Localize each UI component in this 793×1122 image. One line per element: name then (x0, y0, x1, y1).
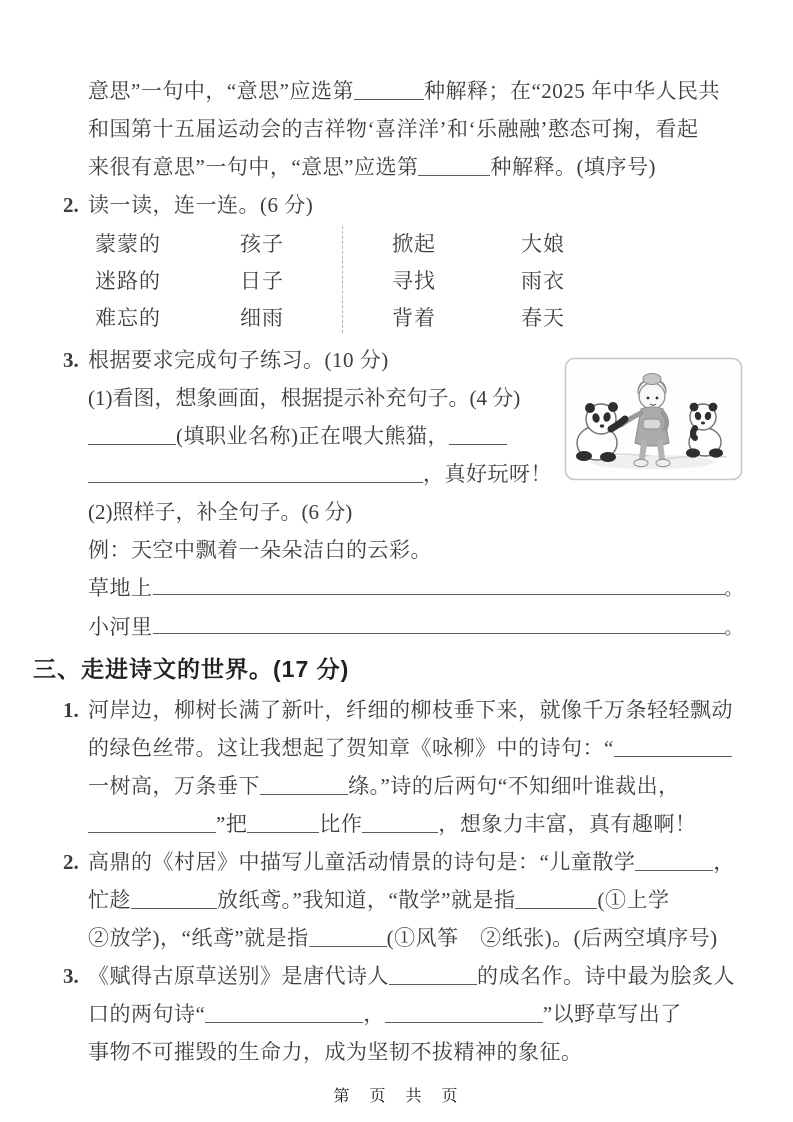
s3-q1-text: 比作 (319, 812, 363, 836)
question-number: 3. (63, 964, 79, 988)
match-item[interactable]: 背着 (392, 306, 436, 330)
s3-q3-text: ， (363, 1002, 385, 1026)
answer-blank[interactable] (354, 83, 424, 100)
q1-continuation-line2 (33, 110, 743, 148)
q1-text: 意思”一句中，“意思”应选第 (88, 79, 354, 103)
page-footer: 第 页 共 页 (333, 1088, 460, 1105)
match-item[interactable]: 春天 (521, 306, 565, 330)
match-item[interactable]: 寻找 (392, 269, 436, 293)
s3-q3-text: 《赋得古原草送别》是唐代诗人 (88, 964, 389, 988)
s3-q2-text: 忙趁 (88, 888, 131, 912)
keeper-feeding-pandas-drawing (564, 357, 743, 481)
answer-blank[interactable] (635, 854, 713, 871)
match-item[interactable]: 细雨 (240, 306, 284, 330)
s3-q1-text: 河岸边，柳树长满了新叶，纤细的柳枝垂下来，就像千万条轻轻飘动 (88, 698, 733, 722)
question-title-text: 根据要求完成句子练习。(10 分) (88, 348, 389, 372)
s3-q2-text: (①上学 (597, 888, 670, 912)
answer-blank[interactable] (614, 740, 732, 757)
section-3-heading (33, 647, 743, 691)
answer-blank[interactable] (385, 1006, 543, 1023)
s3-q2-line2 (33, 881, 743, 919)
answer-blank[interactable] (153, 578, 725, 595)
sentence-stem: 小河里 (88, 615, 153, 639)
s3-q1-text: ”把 (216, 812, 248, 836)
question-number: 1. (63, 698, 79, 722)
match-item[interactable]: 蒙蒙的 (95, 232, 161, 256)
q1-text: 种解释；在“2025 年中华人民共 (423, 79, 721, 103)
answer-blank[interactable] (88, 466, 423, 483)
answer-blank[interactable] (389, 968, 477, 985)
q3-sub2-example (33, 531, 743, 569)
q1-continuation-line1 (33, 72, 743, 110)
s3-q2-text: (①风筝 ②纸张)。(后两空填序号) (386, 926, 718, 950)
sub-question-text: (1)看图，想象画面，根据提示补充句子。(4 分) (88, 386, 521, 410)
match-item[interactable]: 迷路的 (95, 269, 161, 293)
period-mark: 。 (724, 618, 743, 638)
example-sentence: 例：天空中飘着一朵朵洁白的云彩。 (88, 538, 432, 562)
match-item[interactable]: 掀起 (392, 232, 436, 256)
answer-blank[interactable] (88, 428, 176, 445)
match-row (95, 263, 743, 300)
s3-q1-line1 (33, 691, 743, 729)
question-number: 2. (63, 850, 79, 874)
question-title-text: 读一读，连一连。(6 分) (88, 193, 314, 217)
answer-blank[interactable] (309, 930, 387, 947)
s3-q1-line2 (33, 729, 743, 767)
q3-text: (填职业名称)正在喂大熊猫， (176, 424, 449, 448)
panda-feeding-illustration (564, 357, 743, 481)
s3-q2-text: 高鼎的《村居》中描写儿童活动情景的诗句是：“儿童散学 (88, 850, 636, 874)
s3-q3-text: 口的两句诗“ (88, 1002, 206, 1026)
question-number: 2. (63, 193, 79, 217)
s3-q3-text: 事物不可摧毁的生命力，成为坚韧不拔精神的象征。 (88, 1040, 583, 1064)
answer-blank[interactable] (88, 816, 216, 833)
answer-blank[interactable] (515, 892, 597, 909)
period-mark: 。 (724, 579, 743, 599)
s3-q1-line4 (33, 805, 743, 843)
answer-blank[interactable] (247, 816, 319, 833)
answer-blank[interactable] (131, 892, 217, 909)
q3-sub2-head (33, 493, 743, 531)
s3-q1-text: 绦。”诗的后两句“不知细叶谁裁出， (348, 774, 680, 798)
match-item[interactable]: 日子 (240, 269, 284, 293)
match-item[interactable]: 雨衣 (521, 269, 565, 293)
s3-q1-text: 一树高，万条垂下 (88, 774, 260, 798)
s3-q2-line1 (33, 843, 743, 881)
s3-q1-text: 的绿色丝带。这让我想起了贺知章《咏柳》中的诗句：“ (88, 736, 614, 760)
answer-blank[interactable] (153, 617, 725, 634)
s3-q1-text: ，想象力丰富，真有趣啊！ (438, 812, 697, 836)
answer-blank[interactable] (449, 428, 507, 445)
answer-blank[interactable] (260, 778, 348, 795)
q1-continuation-line3 (33, 148, 743, 186)
s3-q2-text: 放纸鸢。”我知道，“散学”就是指 (217, 888, 516, 912)
s3-q3-line3 (33, 1033, 743, 1071)
q3-sub2-fill-line1 (33, 569, 743, 608)
s3-q3-text: 的成名作。诗中最为脍炙人 (477, 964, 735, 988)
match-row (95, 300, 743, 337)
q3-text: ，真好玩呀！ (423, 462, 552, 486)
match-item[interactable]: 难忘的 (95, 306, 161, 330)
s3-q3-text: ”以野草写出了 (542, 1002, 682, 1026)
q3-sub2-fill-line2 (33, 608, 743, 647)
match-item[interactable]: 大娘 (521, 232, 565, 256)
s3-q2-text: ②放学)，“纸鸢”就是指 (88, 926, 309, 950)
match-item[interactable]: 孩子 (240, 232, 284, 256)
s3-q2-text: ， (713, 850, 735, 874)
question-number: 3. (63, 348, 79, 372)
answer-blank[interactable] (418, 159, 490, 176)
answer-blank[interactable] (205, 1006, 363, 1023)
q1-text: 和国第十五届运动会的吉祥物‘喜洋洋’和‘乐融融’憨态可掬，看起 (88, 117, 699, 141)
matching-exercise (95, 226, 743, 337)
match-row (95, 226, 743, 263)
section-heading-text: 三、走进诗文的世界。(17 分) (33, 656, 350, 682)
s3-q3-line1 (33, 957, 743, 995)
answer-blank[interactable] (362, 816, 438, 833)
q1-text: 种解释。(填序号) (490, 155, 656, 179)
s3-q3-line2 (33, 995, 743, 1033)
s3-q2-line3 (33, 919, 743, 957)
sub-question-text: (2)照样子，补全句子。(6 分) (88, 500, 353, 524)
question-2-title (33, 186, 743, 224)
q1-text: 来很有意思”一句中，“意思”应选第 (88, 155, 419, 179)
dashed-divider (342, 226, 343, 333)
s3-q1-line3 (33, 767, 743, 805)
sentence-stem: 草地上 (88, 576, 153, 600)
